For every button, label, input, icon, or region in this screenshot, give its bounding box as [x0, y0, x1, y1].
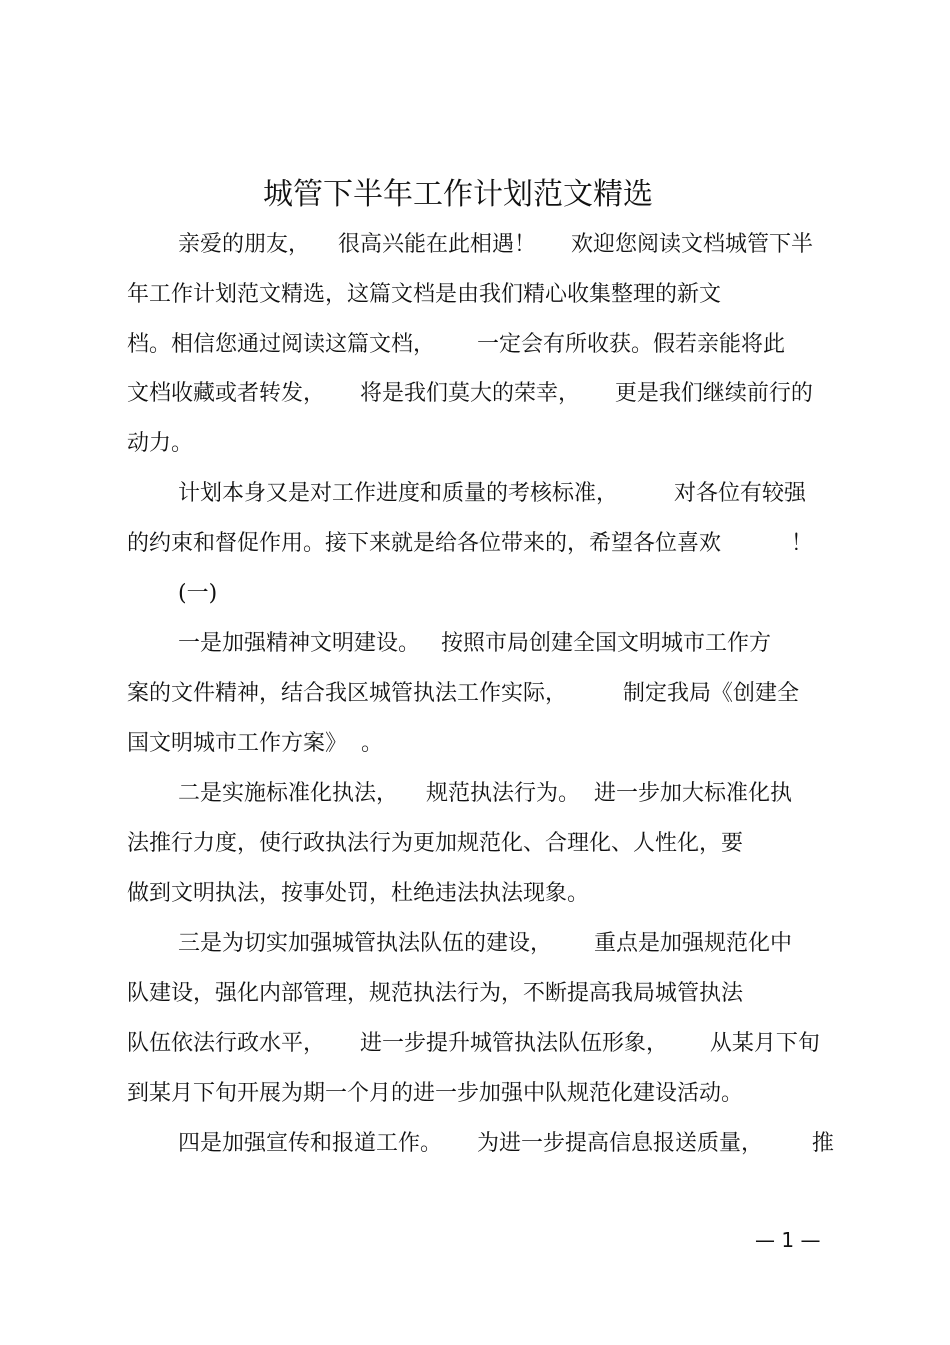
section-heading: (一) [178, 581, 218, 606]
body-line: 四是加强宣传和报道工作。 为进一步提高信息报送质量， 推 [178, 1131, 834, 1156]
body-line: 二是实施标准化执法， 规范执法行为。 进一步加大标准化执 [178, 781, 792, 806]
body-line: 国文明城市工作方案》 。 [127, 731, 383, 756]
body-line: 三是为切实加强城管执法队伍的建设， 重点是加强规范化中 [178, 931, 792, 956]
body-line: 到某月下旬开展为期一个月的进一步加强中队规范化建设活动。 [127, 1081, 744, 1106]
body-line: 一是加强精神文明建设。 按照市局创建全国文明城市工作方 [178, 631, 771, 656]
body-line: 法推行力度，使行政执法行为更加规范化、合理化、人性化，要 [127, 831, 744, 856]
body-line: 队伍依法行政水平， 进一步提升城管执法队伍形象， 从某月下旬 [127, 1031, 820, 1056]
body-line: 文档收藏或者转发， 将是我们莫大的荣幸， 更是我们继续前行的 [127, 381, 813, 406]
body-line: 档。相信您通过阅读这篇文档， 一定会有所收获。假若亲能将此 [127, 332, 785, 357]
body-line: 案的文件精神，结合我区城管执法工作实际， 制定我局《创建全 [127, 681, 799, 706]
body-line: 年工作计划范文精选，这篇文档是由我们精心收集整理的新文 [127, 282, 722, 307]
body-line: 做到文明执法，按事处罚，杜绝违法执法现象。 [127, 881, 590, 906]
body-line: 队建设，强化内部管理，规范执法行为，不断提高我局城管执法 [127, 981, 744, 1006]
document-title: 城管下半年工作计划范文精选 [263, 177, 653, 212]
body-line: 亲爱的朋友， 很高兴能在此相遇！ 欢迎您阅读文档城管下半 [178, 232, 813, 257]
body-line: 动力。 [127, 431, 194, 456]
page-number: — 1 — [755, 1228, 821, 1252]
body-line: 计划本身又是对工作进度和质量的考核标准， 对各位有较强 [178, 481, 806, 506]
body-line: 的约束和督促作用。接下来就是给各位带来的，希望各位喜欢 ！ [127, 531, 813, 556]
